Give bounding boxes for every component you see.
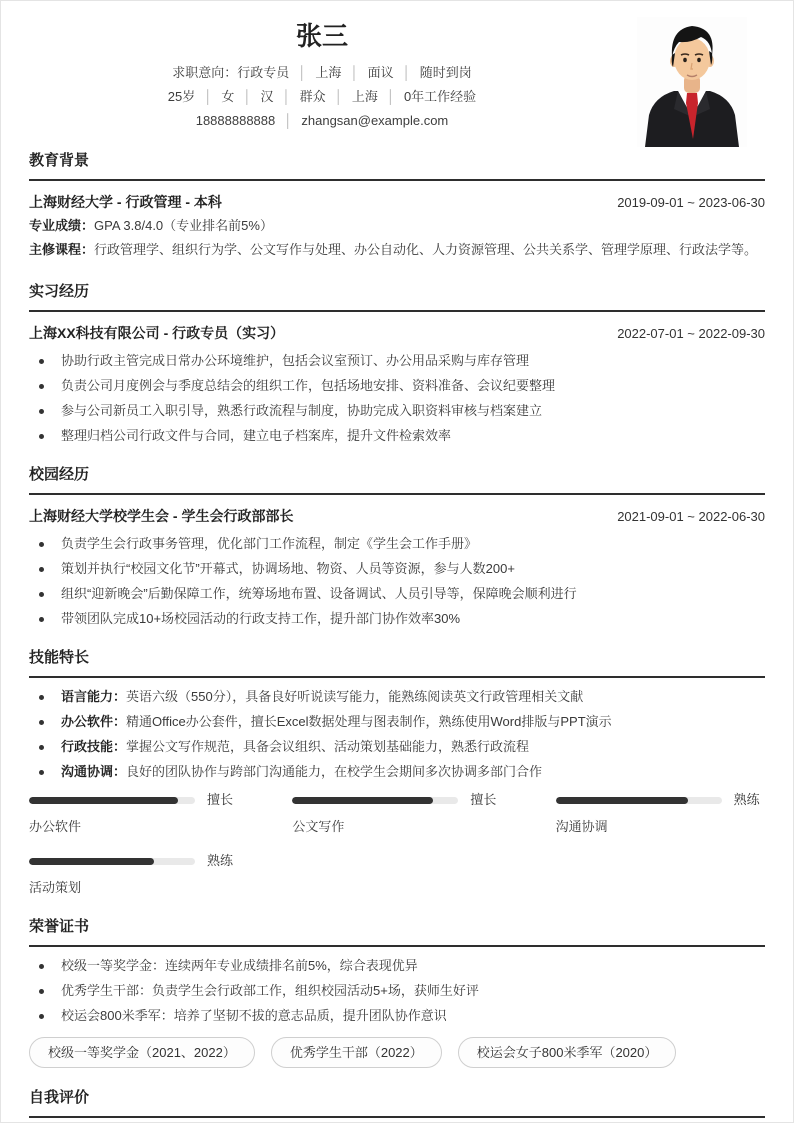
work-experience: 0年工作经验 (403, 89, 477, 104)
organization-name: 上海财经大学校学生会 - 学生会行政部部长 (29, 508, 294, 524)
skill-bar (292, 791, 501, 836)
objective-availability: 随时到岗 (419, 65, 472, 80)
skill-bar-name: 办公软件 (29, 819, 82, 834)
gpa-label: 专业成绩： (29, 218, 95, 233)
education-date-range: 2019-09-01 ~ 2023-06-30 (617, 195, 765, 210)
skill-text: 英语六级（550分），具备良好听说读写能力，能熟练阅读英文行政管理相关文献 (126, 689, 584, 704)
honor-badge: 优秀学生干部（2022） (271, 1037, 442, 1068)
objective-position: 行政专员 (237, 65, 290, 80)
school-name: 上海财经大学 - 行政管理 - 本科 (29, 194, 222, 210)
skill-bar-fill (29, 797, 178, 804)
email-address: zhangsan@example.com (301, 113, 449, 128)
list-item: 负责公司月度例会与季度总结会的组织工作，包括场地安排、资料准备、会议纪要整理 (29, 377, 765, 395)
location: 上海 (351, 89, 378, 104)
skill-level-label: 熟练 (733, 792, 760, 807)
internship-bullet-list (29, 352, 765, 445)
skill-bar (29, 852, 238, 897)
list-item: 组织“迎新晚会”后勤保障工作，统筹场地布置、设备调试、人员引导等，保障晚会顺利进行 (29, 585, 765, 603)
section-title: 教育背景 (29, 151, 765, 181)
avatar-illustration (637, 17, 747, 147)
gender: 女 (221, 89, 235, 104)
skill-label: 行政技能： (61, 739, 127, 754)
ethnicity: 汉 (260, 89, 274, 104)
skill-label: 语言能力： (61, 689, 127, 704)
company-name: 上海XX科技有限公司 - 行政专员（实习） (29, 325, 285, 341)
objective-salary: 面议 (367, 65, 394, 80)
section-self-evaluation (29, 1088, 765, 1118)
skill-bar-row (556, 791, 765, 809)
skill-bars (29, 791, 765, 897)
skills-bullet-list (29, 688, 765, 781)
courses-line (29, 238, 765, 262)
skill-level-label: 熟练 (207, 853, 234, 868)
skill-bar-fill (556, 797, 689, 804)
separator: │ (284, 113, 293, 128)
list-item: 策划并执行“校园文化节”开幕式，协调场地、物资、人员等资源，参与人数200+ (29, 560, 765, 578)
campus-bullet-list (29, 535, 765, 628)
section-internship (29, 282, 765, 445)
separator: │ (243, 89, 252, 104)
skill-label: 办公软件： (61, 714, 127, 729)
section-title: 技能特长 (29, 648, 765, 678)
list-item: 参与公司新员工入职引导，熟悉行政流程与制度，协助完成入职资料审核与档案建立 (29, 402, 765, 420)
contact-line (29, 109, 615, 133)
skill-text: 掌握公文写作规范，具备会议组织、活动策划基础能力，熟悉行政流程 (126, 739, 530, 754)
skill-bar-track (29, 858, 195, 865)
political-status: 群众 (299, 89, 326, 104)
skill-text: 良好的团队协作与跨部门沟通能力，在校学生会期间多次协调多部门合作 (126, 764, 543, 779)
list-item: 整理归档公司行政文件与合同，建立电子档案库，提升文件检索效率 (29, 427, 765, 445)
skill-bar-track (292, 797, 458, 804)
section-skills (29, 648, 765, 897)
courses-label: 主修课程： (29, 242, 95, 257)
objective-city: 上海 (315, 65, 342, 80)
courses-text: 行政管理学、组织行为学、公文写作与处理、办公自动化、人力资源管理、公共关系学、管理学原理、行政法学等。 (94, 242, 758, 257)
profile-photo (637, 17, 747, 147)
section-title: 实习经历 (29, 282, 765, 312)
skill-bar-fill (292, 797, 433, 804)
candidate-name: 张三 (295, 21, 348, 51)
campus-entry-head (29, 505, 765, 528)
separator: │ (204, 89, 213, 104)
skill-label: 沟通协调： (61, 764, 127, 779)
list-item: 负责学生会行政事务管理，优化部门工作流程，制定《学生会工作手册》 (29, 535, 765, 553)
skill-bar-name: 公文写作 (292, 819, 345, 834)
list-item (29, 688, 765, 706)
section-title: 校园经历 (29, 465, 765, 495)
skill-bar (556, 791, 765, 836)
list-item (29, 713, 765, 731)
list-item: 校级一等奖学金：连续两年专业成绩排名前5%，综合表现优异 (29, 957, 765, 975)
list-item (29, 763, 765, 781)
list-item: 协助行政主管完成日常办公环境维护，包括会议室预订、办公用品采购与库存管理 (29, 352, 765, 370)
age: 25岁 (167, 89, 196, 104)
campus-date-range: 2021-09-01 ~ 2022-06-30 (617, 509, 765, 524)
separator: │ (386, 89, 395, 104)
separator: │ (350, 65, 359, 80)
skill-bar-name: 活动策划 (29, 880, 82, 895)
section-campus (29, 465, 765, 628)
honor-badge: 校级一等奖学金（2021、2022） (29, 1037, 255, 1068)
skill-level-label: 擅长 (470, 792, 497, 807)
skill-bar-name: 沟通协调 (555, 819, 608, 834)
section-title: 自我评价 (29, 1088, 765, 1118)
list-item (29, 738, 765, 756)
skill-bar-fill (29, 858, 154, 865)
section-honors (29, 917, 765, 1068)
skill-bar-row (29, 852, 238, 870)
objective-prefix: 求职意向： (172, 65, 238, 80)
list-item: 优秀学生干部：负责学生会行政部工作，组织校园活动5+场，获师生好评 (29, 982, 765, 1000)
skill-bar-row (29, 791, 238, 809)
skill-bar-row (292, 791, 501, 809)
skill-bar-track (29, 797, 195, 804)
objective-line (29, 61, 615, 85)
basic-info-line (29, 85, 615, 109)
gpa-line (29, 214, 765, 238)
separator: │ (282, 89, 291, 104)
internship-entry-head (29, 322, 765, 345)
separator: │ (334, 89, 343, 104)
skill-level-label: 擅长 (207, 792, 234, 807)
skill-bar-track (556, 797, 722, 804)
separator: │ (298, 65, 307, 80)
skill-bar (29, 791, 238, 836)
education-entry-head (29, 191, 765, 214)
section-education (29, 151, 765, 262)
gpa-text: GPA 3.8/4.0（专业排名前5%） (94, 218, 273, 233)
honors-bullet-list (29, 957, 765, 1025)
section-title: 荣誉证书 (29, 917, 765, 947)
internship-date-range: 2022-07-01 ~ 2022-09-30 (617, 326, 765, 341)
phone-number: 18888888888 (195, 113, 276, 128)
list-item: 校运会800米季军：培养了坚韧不拔的意志品质，提升团队协作意识 (29, 1007, 765, 1025)
honor-badge: 校运会女子800米季军（2020） (458, 1037, 677, 1068)
honor-badges (29, 1037, 765, 1068)
skill-text: 精通Office办公套件，擅长Excel数据处理与图表制作，熟练使用Word排版与PPT演示 (126, 714, 612, 729)
list-item: 带领团队完成10+场校园活动的行政支持工作，提升部门协作效率30% (29, 610, 765, 628)
separator: │ (402, 65, 411, 80)
